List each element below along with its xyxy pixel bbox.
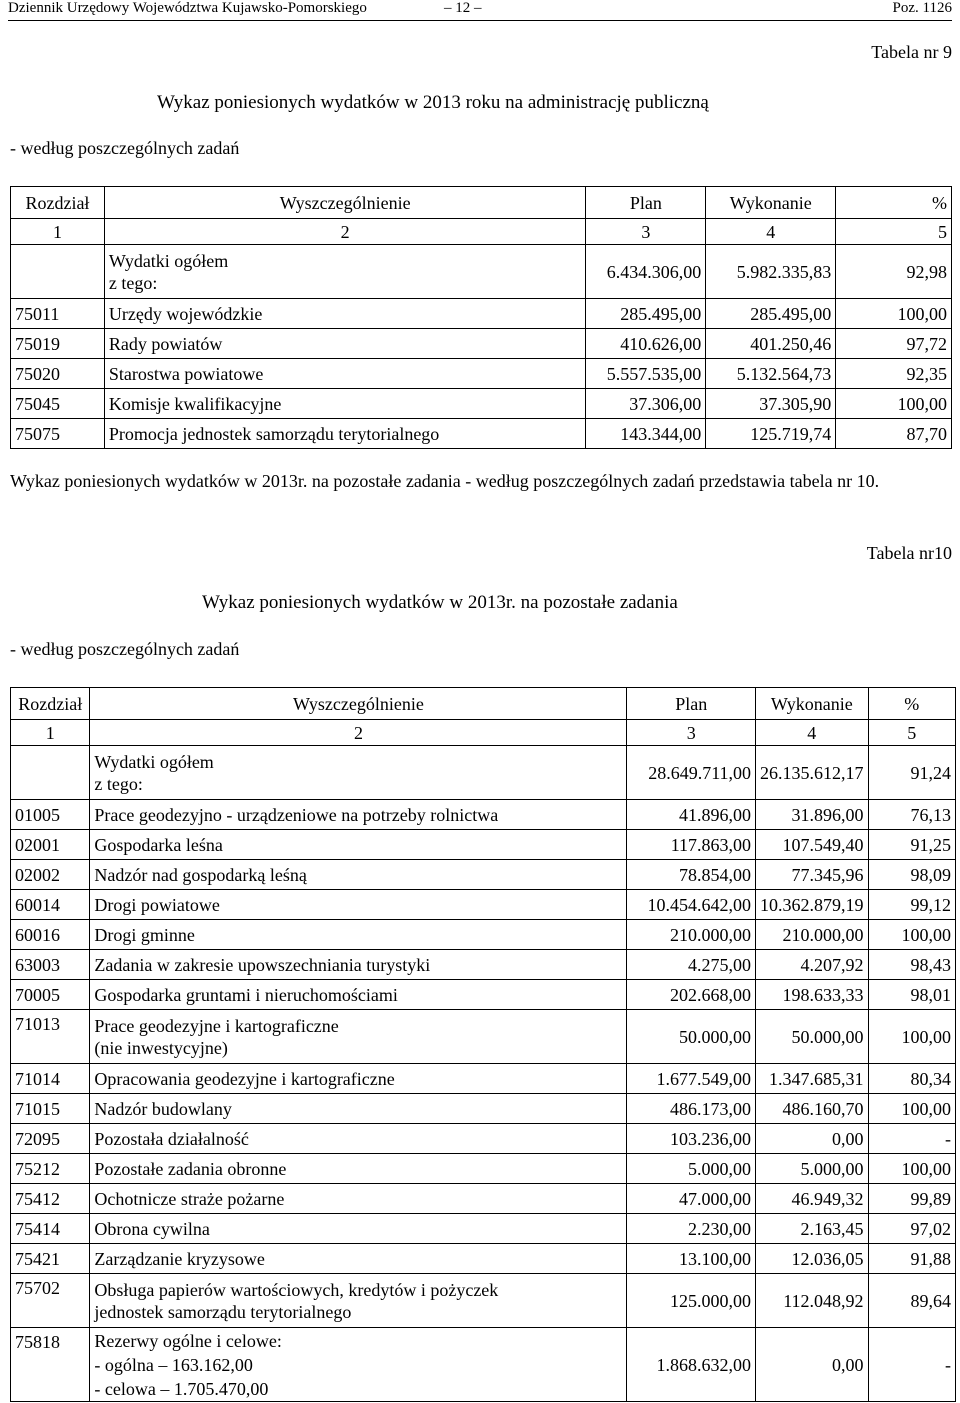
wykonanie-cell: 10.362.879,19 (756, 890, 869, 920)
col-number: 4 (756, 720, 869, 746)
table-row (11, 1124, 956, 1154)
wykonanie-cell: 77.345,96 (756, 860, 869, 890)
plan-cell: 486.173,00 (627, 1094, 756, 1124)
plan-cell: 2.230,00 (627, 1214, 756, 1244)
percent-cell: 98,43 (868, 950, 955, 980)
col-plan: Plan (627, 688, 756, 720)
table-row (11, 1244, 956, 1274)
percent-cell: 91,88 (868, 1244, 955, 1274)
rozdzial-cell: 75414 (11, 1214, 90, 1244)
rozdzial-cell: 75045 (11, 389, 105, 419)
wykonanie-cell: 0,00 (756, 1124, 869, 1154)
rozdzial-cell: 75421 (11, 1244, 90, 1274)
name-line: Prace geodezyjne i kartograficzne (94, 1015, 339, 1036)
percent-cell: 99,12 (868, 890, 955, 920)
table-row (11, 359, 952, 389)
col-number: 4 (706, 219, 836, 245)
name-cell: Pozostałe zadania obronne (90, 1154, 627, 1184)
table-row (11, 1184, 956, 1214)
table9-title: Wykaz poniesionych wydatków w 2013 roku na administrację publiczną (157, 92, 709, 113)
table-row (11, 1064, 956, 1094)
table-row (11, 890, 956, 920)
percent-cell: - (868, 1328, 955, 1402)
col-number: 3 (627, 720, 756, 746)
col-number: 5 (868, 720, 955, 746)
percent-cell: 97,72 (836, 329, 952, 359)
rozdzial-cell: 01005 (11, 800, 90, 830)
total-sublabel: z tego: (108, 272, 158, 293)
plan-cell: 202.668,00 (627, 980, 756, 1010)
percent-cell: 100,00 (836, 389, 952, 419)
plan-cell: 5.557.535,00 (586, 359, 706, 389)
total-label-cell (90, 746, 627, 800)
table-row (11, 1328, 956, 1402)
wykonanie-cell: 1.347.685,31 (756, 1064, 869, 1094)
plan-cell: 1.868.632,00 (627, 1328, 756, 1402)
percent-cell: 100,00 (868, 1094, 955, 1124)
table-row (11, 830, 956, 860)
percent-cell: 97,02 (868, 1214, 955, 1244)
percent-cell: 98,09 (868, 860, 955, 890)
position-number: Poz. 1126 (892, 0, 952, 16)
col-percent: % (836, 187, 952, 219)
table-row (11, 800, 956, 830)
name-cell: Nadzór budowlany (90, 1094, 627, 1124)
name-cell: Drogi powiatowe (90, 890, 627, 920)
col-number: 3 (586, 219, 706, 245)
col-rozdzial: Rozdział (11, 187, 105, 219)
name-cell (90, 1274, 627, 1328)
plan-cell: 41.896,00 (627, 800, 756, 830)
table-row (11, 1010, 956, 1064)
col-number: 5 (836, 219, 952, 245)
rozdzial-cell: 75020 (11, 359, 105, 389)
col-wyszczegolnienie: Wyszczególnienie (90, 688, 627, 720)
name-cell: Nadzór nad gospodarką leśną (90, 860, 627, 890)
col-wykonanie: Wykonanie (706, 187, 836, 219)
table-row (11, 329, 952, 359)
name-cell: Gospodarka leśna (90, 830, 627, 860)
percent-cell: 91,25 (868, 830, 955, 860)
plan-cell: 10.454.642,00 (627, 890, 756, 920)
name-cell: Promocja jednostek samorządu terytorialnego (104, 419, 585, 449)
rozdzial-cell: 75075 (11, 419, 105, 449)
rozdzial-cell: 75011 (11, 299, 105, 329)
plan-cell: 4.275,00 (627, 950, 756, 980)
wykonanie-cell: 107.549,40 (756, 830, 869, 860)
name-cell: Obrona cywilna (90, 1214, 627, 1244)
rozdzial-cell: 75702 (11, 1274, 90, 1328)
plan-cell: 28.649.711,00 (627, 746, 756, 800)
name-line: (nie inwestycyjne) (94, 1037, 228, 1058)
plan-cell: 117.863,00 (627, 830, 756, 860)
name-cell: Rady powiatów (104, 329, 585, 359)
rozdzial-cell: 63003 (11, 950, 90, 980)
table-row (11, 950, 956, 980)
table-row (11, 980, 956, 1010)
percent-cell: 80,34 (868, 1064, 955, 1094)
wykonanie-cell: 210.000,00 (756, 920, 869, 950)
rozdzial-cell: 71014 (11, 1064, 90, 1094)
name-cell: Komisje kwalifikacyjne (104, 389, 585, 419)
percent-cell: - (868, 1124, 955, 1154)
table9 (10, 186, 952, 449)
plan-cell: 13.100,00 (627, 1244, 756, 1274)
total-label: Wydatki ogółem (94, 751, 214, 772)
wykonanie-cell: 198.633,33 (756, 980, 869, 1010)
percent-cell: 98,01 (868, 980, 955, 1010)
percent-cell: 100,00 (868, 1154, 955, 1184)
plan-cell: 285.495,00 (586, 299, 706, 329)
wykonanie-cell: 12.036,05 (756, 1244, 869, 1274)
col-wykonanie: Wykonanie (756, 688, 869, 720)
table10-header-row (11, 688, 956, 720)
name-cell: Zarządzanie kryzysowe (90, 1244, 627, 1274)
name-line: jednostek samorządu terytorialnego (94, 1301, 352, 1322)
plan-cell: 1.677.549,00 (627, 1064, 756, 1094)
wykonanie-cell: 112.048,92 (756, 1274, 869, 1328)
table-row (11, 419, 952, 449)
wykonanie-cell: 46.949,32 (756, 1184, 869, 1214)
name-line: Obsługa papierów wartościowych, kredytów i pożyczek (94, 1279, 499, 1300)
table-row (11, 1154, 956, 1184)
name-cell: Ochotnicze straże pożarne (90, 1184, 627, 1214)
name-cell (90, 1328, 627, 1402)
rozdzial-cell: 75412 (11, 1184, 90, 1214)
table-row (11, 299, 952, 329)
plan-cell: 210.000,00 (627, 920, 756, 950)
plan-cell: 78.854,00 (627, 860, 756, 890)
wykonanie-cell: 31.896,00 (756, 800, 869, 830)
wykonanie-cell: 50.000,00 (756, 1010, 869, 1064)
wykonanie-cell: 0,00 (756, 1328, 869, 1402)
rozdzial-cell: 02001 (11, 830, 90, 860)
wykonanie-cell: 4.207,92 (756, 950, 869, 980)
table9-header-row (11, 187, 952, 219)
name-cell: Prace geodezyjno - urządzeniowe na potrzeby rolnictwa (90, 800, 627, 830)
name-cell (90, 1010, 627, 1064)
name-line: - celowa – 1.705.470,00 (94, 1378, 269, 1399)
wykonanie-cell: 401.250,46 (706, 329, 836, 359)
rozdzial-cell: 71015 (11, 1094, 90, 1124)
table-row (11, 389, 952, 419)
total-label: Wydatki ogółem (108, 250, 229, 271)
plan-cell: 37.306,00 (586, 389, 706, 419)
name-line: Rezerwy ogólne i celowe: (94, 1330, 282, 1351)
plan-cell: 125.000,00 (627, 1274, 756, 1328)
percent-cell: 92,35 (836, 359, 952, 389)
table10 (10, 687, 956, 1402)
rozdzial-cell: 75212 (11, 1154, 90, 1184)
total-sublabel: z tego: (94, 773, 143, 794)
journal-name: Dziennik Urzędowy Województwa Kujawsko-Pomorskiego (8, 0, 367, 16)
wykonanie-cell: 285.495,00 (706, 299, 836, 329)
wykonanie-cell: 37.305,90 (706, 389, 836, 419)
plan-cell: 143.344,00 (586, 419, 706, 449)
rozdzial-cell: 71013 (11, 1010, 90, 1064)
percent-cell: 100,00 (836, 299, 952, 329)
name-cell: Pozostała działalność (90, 1124, 627, 1154)
wykonanie-cell: 5.132.564,73 (706, 359, 836, 389)
note-paragraph: Wykaz poniesionych wydatków w 2013r. na pozostałe zadania - według poszczególnych zadań przedstawia tabela nr 10. (10, 471, 880, 491)
table-row (11, 1094, 956, 1124)
table9-subtitle: - według poszczególnych zadań (10, 138, 240, 158)
col-wyszczegolnienie: Wyszczególnienie (104, 187, 585, 219)
name-cell: Zadania w zakresie upowszechniania turystyki (90, 950, 627, 980)
plan-cell: 6.434.306,00 (586, 245, 706, 299)
col-number: 1 (11, 720, 90, 746)
rozdzial-cell: 75019 (11, 329, 105, 359)
table9-number-row (11, 219, 952, 245)
plan-cell: 47.000,00 (627, 1184, 756, 1214)
rozdzial-cell: 60014 (11, 890, 90, 920)
percent-cell: 100,00 (868, 920, 955, 950)
percent-cell: 89,64 (868, 1274, 955, 1328)
name-cell: Opracowania geodezyjne i kartograficzne (90, 1064, 627, 1094)
page-number: – 12 – (444, 0, 482, 16)
plan-cell: 410.626,00 (586, 329, 706, 359)
percent-cell: 87,70 (836, 419, 952, 449)
col-number: 1 (11, 219, 105, 245)
name-cell: Drogi gminne (90, 920, 627, 950)
percent-cell: 99,89 (868, 1184, 955, 1214)
name-cell: Starostwa powiatowe (104, 359, 585, 389)
name-cell: Gospodarka gruntami i nieruchomościami (90, 980, 627, 1010)
plan-cell: 103.236,00 (627, 1124, 756, 1154)
rozdzial-cell: 75818 (11, 1328, 90, 1402)
table10-number-row (11, 720, 956, 746)
col-plan: Plan (586, 187, 706, 219)
page-header (8, 0, 952, 21)
name-line: - ogólna – 163.162,00 (94, 1354, 253, 1375)
rozdzial-cell: 72095 (11, 1124, 90, 1154)
rozdzial-cell (11, 746, 90, 800)
wykonanie-cell: 486.160,70 (756, 1094, 869, 1124)
plan-cell: 50.000,00 (627, 1010, 756, 1064)
plan-cell: 5.000,00 (627, 1154, 756, 1184)
col-number: 2 (90, 720, 627, 746)
percent-cell: 92,98 (836, 245, 952, 299)
col-rozdzial: Rozdział (11, 688, 90, 720)
wykonanie-cell: 5.982.335,83 (706, 245, 836, 299)
table-row (11, 920, 956, 950)
table9-label: Tabela nr 9 (871, 42, 952, 62)
name-cell: Urzędy wojewódzkie (104, 299, 585, 329)
table-row (11, 1214, 956, 1244)
total-label-cell (104, 245, 585, 299)
percent-cell: 100,00 (868, 1010, 955, 1064)
rozdzial-cell: 70005 (11, 980, 90, 1010)
wykonanie-cell: 26.135.612,17 (756, 746, 869, 800)
wykonanie-cell: 5.000,00 (756, 1154, 869, 1184)
wykonanie-cell: 2.163,45 (756, 1214, 869, 1244)
table9-total-row (11, 245, 952, 299)
rozdzial-cell: 02002 (11, 860, 90, 890)
table10-total-row (11, 746, 956, 800)
table10-title: Wykaz poniesionych wydatków w 2013r. na pozostałe zadania (202, 592, 678, 613)
table-row (11, 860, 956, 890)
col-percent: % (868, 688, 955, 720)
rozdzial-cell: 60016 (11, 920, 90, 950)
table10-label: Tabela nr10 (866, 543, 952, 563)
percent-cell: 91,24 (868, 746, 955, 800)
wykonanie-cell: 125.719,74 (706, 419, 836, 449)
table10-subtitle: - według poszczególnych zadań (10, 639, 240, 659)
rozdzial-cell (11, 245, 105, 299)
col-number: 2 (104, 219, 585, 245)
table-row (11, 1274, 956, 1328)
percent-cell: 76,13 (868, 800, 955, 830)
